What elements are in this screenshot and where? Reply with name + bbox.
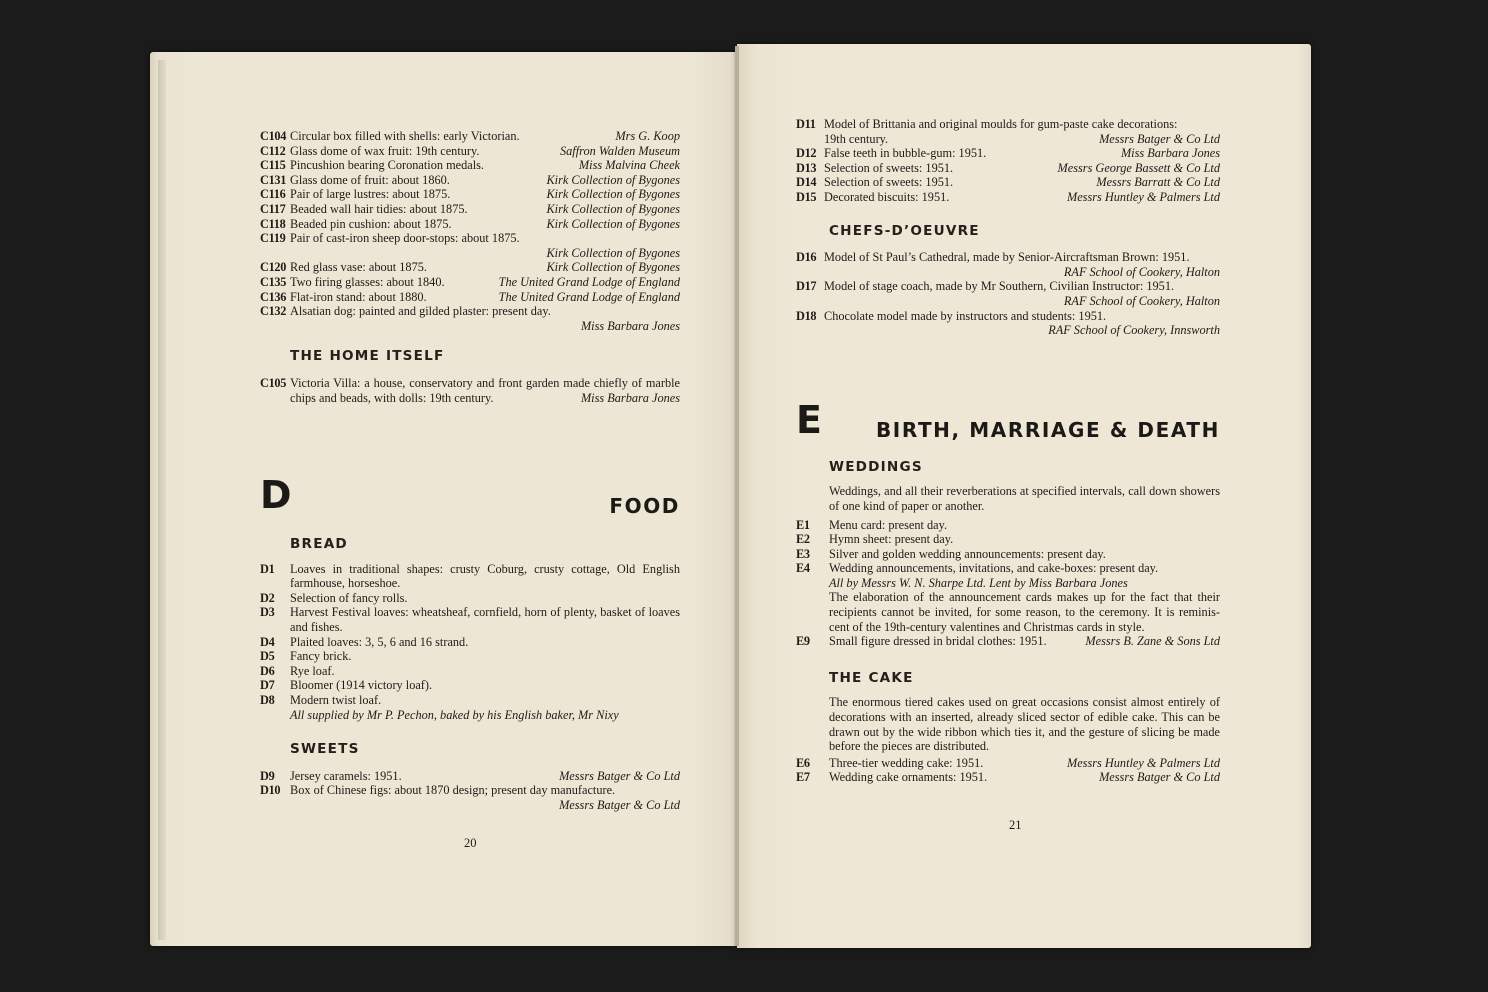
entry-source: Kirk Collection of Bygones [546, 187, 680, 202]
entry-d16 [796, 250, 1220, 265]
entry-desc: Menu card: present day. [829, 517, 948, 532]
e4-credit-note: All by Messrs W. N. Sharpe Ltd. Lent by Miss Barbara Jones [829, 575, 1128, 590]
entry-c131 [260, 173, 680, 188]
weddings-intro: Weddings, and all their reverberations at specified intervals, call down showers of one kind of paper or another. [829, 484, 1220, 513]
entry-source: Kirk Collection of Bygones [546, 245, 680, 260]
entry-code: D9 [260, 768, 275, 783]
entry-desc: Jersey caramels: 1951. [290, 768, 402, 783]
entry-desc: Selection of sweets: 1951. [824, 175, 954, 190]
entry-code: D3 [260, 605, 275, 620]
entry-source: Miss Barbara Jones [1120, 146, 1220, 161]
section-e-header [796, 397, 1220, 443]
entry-e2 [796, 532, 1220, 547]
entry-desc: Modern twist loaf. [290, 693, 382, 708]
entry-source: Messrs Batger & Co Ltd [559, 768, 680, 783]
entry-c115 [260, 158, 680, 173]
entry-desc: Model of stage coach, made by Mr Southern, Civilian Instructor: 1951. [824, 279, 1175, 294]
entry-desc: Beaded pin cushion: about 1875. [290, 216, 452, 231]
entry-desc: False teeth in bubble-gum: 1951. [824, 146, 987, 161]
entry-desc: Selection of fancy rolls. [290, 590, 408, 605]
entry-source: Kirk Collection of Bygones [546, 260, 680, 275]
entry-d11 [796, 117, 1220, 132]
entry-c118 [260, 217, 680, 232]
entry-c135 [260, 275, 680, 290]
entry-code: C135 [260, 274, 287, 289]
entry-code: D10 [260, 783, 281, 798]
entry-d7 [260, 678, 680, 693]
entry-e1 [796, 518, 1220, 533]
entry-code: D17 [796, 279, 817, 294]
entry-source: The United Grand Lodge of England [498, 274, 680, 289]
entry-desc: Model of Brittania and original moulds for gum-paste cake decorations: [824, 117, 1178, 131]
entry-e9 [796, 634, 1220, 649]
entry-code: D14 [796, 175, 817, 190]
entry-code: C132 [260, 304, 287, 319]
left-page-content [260, 129, 680, 813]
entry-desc: Glass dome of fruit: about 1860. [290, 172, 450, 187]
entry-source: Kirk Collection of Bygones [546, 201, 680, 216]
entry-code: C116 [260, 187, 286, 202]
entry-c116 [260, 187, 680, 202]
entry-desc: Alsatian dog: painted and gilded plaster: present day. [290, 304, 551, 319]
entry-desc: Bloomer (1914 victory loaf). [290, 678, 433, 693]
entry-desc [290, 376, 680, 405]
entry-source: Messrs Barratt & Co Ltd [1096, 175, 1220, 190]
entry-d15 [796, 190, 1220, 205]
entry-desc: 19th century. [824, 131, 889, 146]
entry-code: D8 [260, 693, 275, 708]
entry-source: Saffron Walden Museum [559, 143, 680, 158]
entry-code: D6 [260, 663, 275, 678]
entry-code: D16 [796, 250, 817, 265]
section-letter: E [796, 397, 822, 442]
entry-c105 [260, 376, 680, 405]
entry-c112 [260, 144, 680, 159]
entry-c136 [260, 290, 680, 305]
entry-source: Kirk Collection of Bygones [546, 216, 680, 231]
entry-code: D18 [796, 308, 817, 323]
entry-desc: Chocolate model made by instructors and students: 1951. [824, 308, 1107, 323]
entry-desc: Pair of large lustres: about 1875. [290, 187, 451, 202]
entry-c104 [260, 129, 680, 144]
entry-desc: Fancy brick. [290, 649, 352, 664]
entry-d10 [260, 783, 680, 798]
entry-desc: Small figure dressed in bridal clothes: 1951. [829, 634, 1047, 649]
entry-code: D2 [260, 590, 275, 605]
entry-d8 [260, 693, 680, 708]
section-letter: D [260, 473, 292, 518]
entry-desc: Harvest Festival loaves: wheatsheaf, cornfield, horn of plenty, basket of loaves and fishes. [290, 605, 680, 635]
entry-c132 [260, 304, 680, 319]
entry-desc: Glass dome of wax fruit: 19th century. [290, 143, 480, 158]
weddings-list [796, 518, 1220, 649]
entry-code: C104 [260, 129, 287, 143]
entry-c119 [260, 231, 680, 246]
entry-desc: Two firing glasses: about 1840. [290, 274, 445, 289]
section-title: BIRTH, MARRIAGE & DEATH [875, 418, 1220, 443]
bread-credit-note: All supplied by Mr P. Pechon, baked by his English baker, Mr Nixy [290, 707, 619, 722]
entry-source: Messrs Huntley & Palmers Ltd [1066, 189, 1220, 204]
entry-list-c [260, 129, 680, 333]
entry-desc: Decorated biscuits: 1951. [824, 189, 950, 204]
entry-desc: Flat-iron stand: about 1880. [290, 289, 427, 304]
section-heading-weddings: WEDDINGS [829, 458, 923, 475]
right-page [737, 44, 1311, 948]
entry-code: E4 [796, 561, 810, 576]
entry-code: E3 [796, 546, 810, 561]
entry-source: Miss Barbara Jones [580, 318, 680, 333]
entry-code: E2 [796, 532, 810, 547]
section-heading-bread: BREAD [290, 536, 348, 553]
entry-code: C120 [260, 260, 287, 275]
entry-desc: Plaited loaves: 3, 5, 6 and 16 strand. [290, 634, 469, 649]
entry-d4 [260, 635, 680, 650]
entry-code: C119 [260, 231, 286, 246]
entry-desc: Beaded wall hair tidies: about 1875. [290, 201, 468, 216]
entry-desc: Loaves in traditional shapes: crusty Coburg, crusty cottage, Old English farmhouse, horseshoe. [290, 561, 680, 591]
entry-code: E9 [796, 634, 810, 649]
right-page-content [796, 117, 1220, 785]
e4-paragraph: The elaboration of the announcement cards makes up for the fact that their recipients cannot be invited, for some reason, to the ceremony. It is reminis-cent of the 19th-century valentines and Christmas cards in style. [829, 590, 1220, 634]
entry-d3 [260, 605, 680, 634]
entry-e3 [796, 547, 1220, 562]
entry-source: The United Grand Lodge of England [498, 289, 680, 304]
entry-d13 [796, 161, 1220, 176]
entry-code: D1 [260, 561, 275, 576]
entry-code: C131 [260, 172, 287, 187]
entry-desc: Silver and golden wedding announcements: present day. [829, 546, 1106, 561]
entry-d17 [796, 279, 1220, 294]
entry-desc: Three-tier wedding cake: 1951. [829, 755, 984, 770]
entry-source: Messrs Batger & Co Ltd [559, 798, 680, 812]
entry-source: Messrs George Bassett & Co Ltd [1057, 160, 1220, 175]
section-heading-home-itself: THE HOME ITSELF [290, 348, 445, 365]
entry-code: E6 [796, 755, 810, 770]
entry-e4 [796, 561, 1220, 576]
entry-source: Messrs Batger & Co Ltd [1099, 770, 1220, 785]
entry-desc: Hymn sheet: present day. [829, 532, 954, 547]
entry-code: C136 [260, 289, 287, 304]
entry-source: Messrs B. Zane & Sons Ltd [1085, 634, 1220, 649]
entry-code: D4 [260, 634, 275, 649]
entry-code: C112 [260, 143, 286, 158]
entry-d2 [260, 591, 680, 606]
entry-c120 [260, 260, 680, 275]
entry-source: Mrs G. Koop [615, 129, 680, 143]
entry-desc: Pincushion bearing Coronation medals. [290, 158, 484, 173]
left-page [150, 52, 737, 946]
entry-source: Miss Barbara Jones [580, 390, 680, 405]
entry-desc: Model of St Paul’s Cathedral, made by Senior-Aircraftsman Brown: 1951. [824, 250, 1190, 265]
entry-source: RAF School of Cookery, Innsworth [1048, 323, 1220, 338]
bread-list [260, 562, 680, 723]
section-title: FOOD [609, 493, 680, 518]
entry-c117 [260, 202, 680, 217]
entry-code: E7 [796, 770, 810, 785]
page-edge [158, 60, 166, 940]
entry-desc: Wedding announcements, invitations, and cake-boxes: present day. [829, 561, 1159, 576]
entry-code: D13 [796, 160, 817, 175]
entry-d11-continued [796, 132, 1220, 147]
entry-d1 [260, 562, 680, 591]
entry-desc-text: Victoria Villa: a house, conservatory and front garden made chiefly of marble chips and beads, with dolls: 19th century. [290, 375, 680, 405]
entry-source: Messrs Huntley & Palmers Ltd [1066, 755, 1220, 770]
entry-code: D11 [796, 117, 816, 131]
entry-d9 [260, 769, 680, 784]
entry-desc: Red glass vase: about 1875. [290, 260, 427, 275]
section-heading-the-cake: THE CAKE [829, 669, 914, 686]
entry-code: D15 [796, 189, 817, 204]
entry-desc: Wedding cake ornaments: 1951. [829, 770, 988, 785]
entry-code: E1 [796, 517, 810, 532]
entry-d6 [260, 664, 680, 679]
entry-desc: Circular box filled with shells: early Victorian. [290, 129, 520, 143]
entry-d5 [260, 649, 680, 664]
section-heading-sweets: SWEETS [290, 741, 360, 758]
entry-desc: Box of Chinese figs: about 1870 design; present day manufacture. [290, 783, 616, 798]
entry-code: D7 [260, 678, 275, 693]
book-gutter [735, 46, 739, 946]
page-number: 21 [1009, 818, 1022, 832]
entry-source: Kirk Collection of Bygones [546, 172, 680, 187]
entry-d14 [796, 175, 1220, 190]
entry-source: Miss Malvina Cheek [578, 158, 680, 173]
entry-desc: Selection of sweets: 1951. [824, 160, 954, 175]
page-number: 20 [464, 836, 477, 850]
entry-code: D12 [796, 146, 817, 161]
entry-e7 [796, 770, 1220, 785]
entry-d18 [796, 309, 1220, 324]
entry-code: C118 [260, 216, 286, 231]
section-d-header [260, 473, 680, 518]
entry-desc: Pair of cast-iron sheep door-stops: about 1875. [290, 231, 520, 246]
entry-code: D5 [260, 649, 275, 664]
section-heading-chefs-doeuvre: CHEFS-D’OEUVRE [829, 222, 980, 239]
entry-source: RAF School of Cookery, Halton [1063, 293, 1220, 308]
entry-code: C105 [260, 375, 287, 390]
entry-desc: Rye loaf. [290, 663, 335, 678]
entry-source: RAF School of Cookery, Halton [1063, 264, 1220, 279]
entry-source: Messrs Batger & Co Ltd [1099, 131, 1220, 146]
entry-code: C115 [260, 158, 286, 173]
entry-code: C117 [260, 201, 286, 216]
cake-intro: The enormous tiered cakes used on great occasions consist almost entirely of decorations with an inserted, already sliced sector of edible cake. This can be drawn out by the wide ribbon which ties it, and the gesture of slicing be made before the pieces are distributed. [829, 695, 1220, 754]
entry-e6 [796, 756, 1220, 771]
entry-d12 [796, 146, 1220, 161]
